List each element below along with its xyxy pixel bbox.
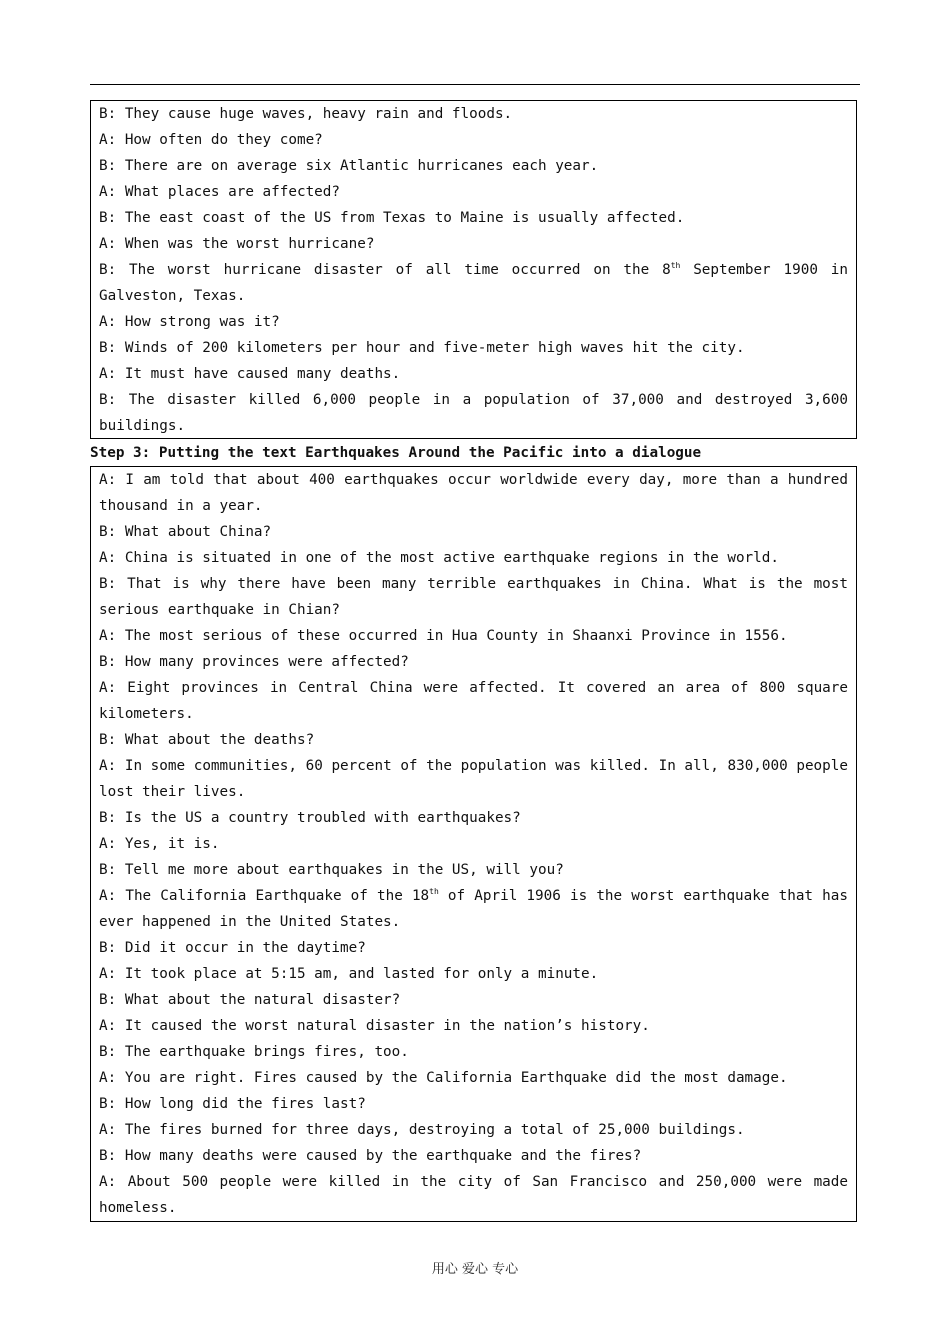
dialogue-line: B: How many provinces were affected? — [99, 654, 409, 670]
dialogue-line: A: About 500 people were killed in the city of San Francisco and 250,000 were made — [99, 1174, 848, 1190]
dialogue-line: A: It took place at 5:15 am, and lasted for only a minute. — [99, 966, 599, 982]
dialogue-line: B: They cause huge waves, heavy rain and floods. — [99, 106, 513, 122]
dialogue-box-hurricanes — [90, 100, 857, 439]
dialogue-line: B: What about the natural disaster? — [99, 992, 401, 1008]
dialogue-line — [99, 883, 848, 909]
dialogue-line: B: How long did the fires last? — [99, 1096, 366, 1112]
dialogue-line: serious earthquake in Chian? — [99, 602, 341, 618]
dialogue-line: A: The fires burned for three days, destroying a total of 25,000 buildings. — [99, 1122, 745, 1138]
text-fragment: B: The worst hurricane disaster of all time occurred on the 8 — [99, 262, 671, 278]
text-fragment: of April 1906 is the worst earthquake that has — [438, 888, 848, 904]
dialogue-line: B: What about the deaths? — [99, 732, 315, 748]
text-fragment: A: The California Earthquake of the 18 — [99, 888, 430, 904]
dialogue-line: A: It caused the worst natural disaster in the nation’s history. — [99, 1018, 650, 1034]
dialogue-line: A: It must have caused many deaths. — [99, 366, 401, 382]
page-footer: 用心 爱心 专心 — [431, 1262, 519, 1277]
dialogue-line: A: China is situated in one of the most active earthquake regions in the world. — [99, 550, 779, 566]
dialogue-line: A: I am told that about 400 earthquakes occur worldwide every day, more than a hundred — [99, 472, 848, 488]
dialogue-line: B: Did it occur in the daytime? — [99, 940, 366, 956]
ordinal-suffix: th — [670, 261, 681, 270]
text-fragment: September 1900 in — [680, 262, 848, 278]
dialogue-line: B: There are on average six Atlantic hurricanes each year. — [99, 158, 599, 174]
dialogue-line: B: What about China? — [99, 524, 272, 540]
dialogue-line — [99, 257, 848, 283]
dialogue-line: A: Yes, it is. — [99, 836, 220, 852]
dialogue-line: B: The disaster killed 6,000 people in a population of 37,000 and destroyed 3,600 — [99, 392, 848, 408]
dialogue-line: homeless. — [99, 1200, 177, 1216]
dialogue-line: B: Winds of 200 kilometers per hour and five-meter high waves hit the city. — [99, 340, 745, 356]
dialogue-line: A: You are right. Fires caused by the California Earthquake did the most damage. — [99, 1070, 788, 1086]
dialogue-line: B: Is the US a country troubled with earthquakes? — [99, 810, 521, 826]
ordinal-suffix: th — [429, 887, 439, 896]
dialogue-line: buildings. — [99, 418, 186, 434]
dialogue-box-earthquakes — [90, 466, 857, 1222]
dialogue-line: A: In some communities, 60 percent of the population was killed. In all, 830,000 people — [99, 758, 848, 774]
header-rule — [90, 84, 860, 85]
step-heading: Step 3: Putting the text Earthquakes Around the Pacific into a dialogue — [90, 445, 702, 461]
dialogue-line: B: Tell me more about earthquakes in the US, will you? — [99, 862, 564, 878]
dialogue-line: B: The east coast of the US from Texas to Maine is usually affected. — [99, 210, 685, 226]
dialogue-line: B: The earthquake brings fires, too. — [99, 1044, 409, 1060]
dialogue-line: A: The most serious of these occurred in Hua County in Shaanxi Province in 1556. — [99, 628, 788, 644]
dialogue-line: thousand in a year. — [99, 498, 263, 514]
dialogue-line: Galveston, Texas. — [99, 288, 246, 304]
dialogue-line: A: What places are affected? — [99, 184, 341, 200]
dialogue-line: kilometers. — [99, 706, 194, 722]
dialogue-line: B: That is why there have been many terrible earthquakes in China. What is the most — [99, 576, 848, 592]
dialogue-line: A: How strong was it? — [99, 314, 280, 330]
dialogue-line: B: How many deaths were caused by the earthquake and the fires? — [99, 1148, 642, 1164]
dialogue-line: A: When was the worst hurricane? — [99, 236, 375, 252]
dialogue-line: A: Eight provinces in Central China were affected. It covered an area of 800 square — [99, 680, 848, 696]
dialogue-line: A: How often do they come? — [99, 132, 323, 148]
dialogue-line: ever happened in the United States. — [99, 914, 401, 930]
dialogue-line: lost their lives. — [99, 784, 246, 800]
